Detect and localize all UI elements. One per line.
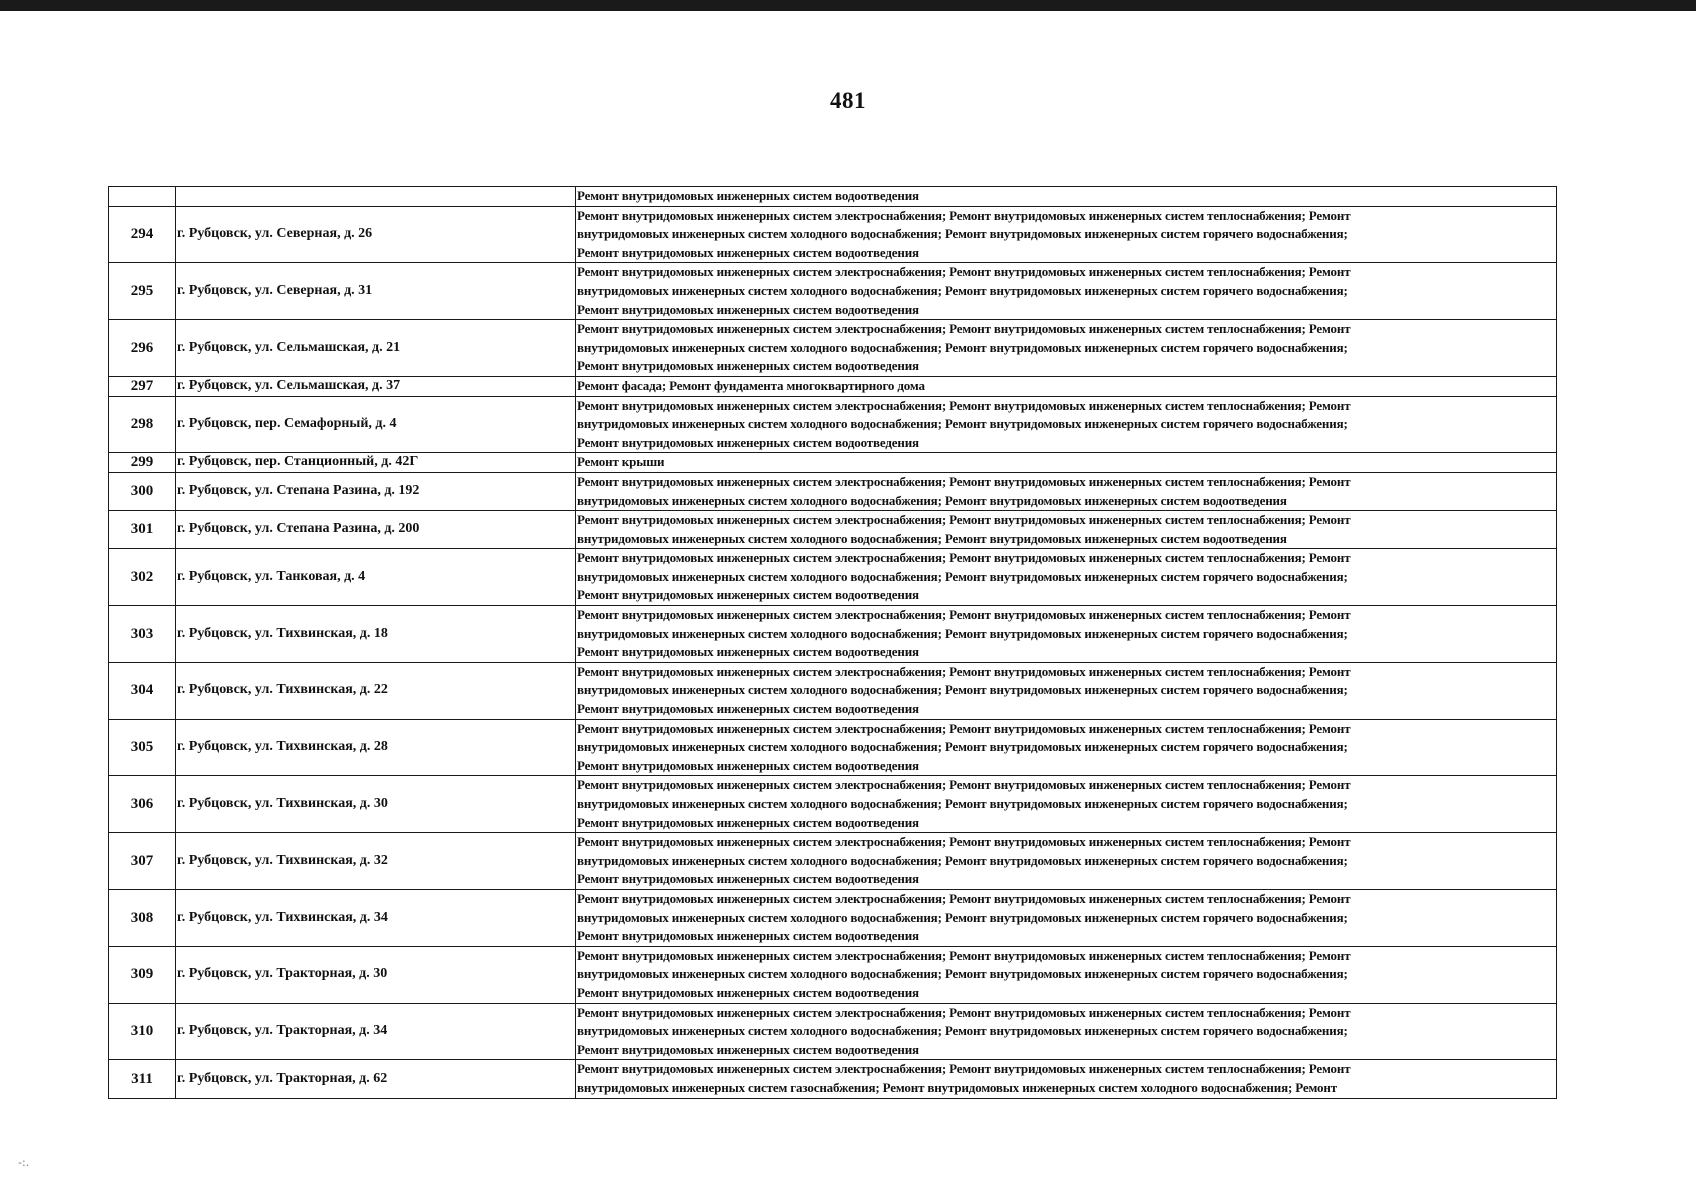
repair-works-line: Ремонт внутридомовых инженерных систем электроснабжения; Ремонт внутридомовых инженерных систем теплоснабжения; Ремонт — [577, 607, 1351, 623]
scan-top-border — [0, 0, 1696, 11]
house-address: г. Рубцовск, пер. Станционный, д. 42Г — [176, 453, 576, 473]
repair-works-line: Ремонт внутридомовых инженерных систем электроснабжения; Ремонт внутридомовых инженерных систем теплоснабжения; Ремонт — [577, 777, 1351, 793]
repair-works-cell — [576, 511, 1557, 549]
repair-works-cell — [576, 376, 1557, 396]
repair-works-cell — [576, 889, 1557, 946]
house-address: г. Рубцовск, ул. Северная, д. 26 — [176, 206, 576, 263]
house-address: г. Рубцовск, ул. Тихвинская, д. 18 — [176, 606, 576, 663]
table-row — [109, 376, 1557, 396]
row-number: 310 — [109, 1003, 176, 1060]
house-address: г. Рубцовск, ул. Степана Разина, д. 200 — [176, 511, 576, 549]
repair-works-line: Ремонт внутридомовых инженерных систем водоотведения — [577, 301, 919, 317]
repair-works-line: Ремонт внутридомовых инженерных систем электроснабжения; Ремонт внутридомовых инженерных систем теплоснабжения; Ремонт — [577, 264, 1351, 280]
repair-works-line: внутридомовых инженерных систем холодного водоснабжения; Ремонт внутридомовых инженерных систем горячего водоснабжения; — [577, 739, 1348, 755]
repair-works-line: внутридомовых инженерных систем холодного водоснабжения; Ремонт внутридомовых инженерных систем водоотведения — [577, 530, 1287, 546]
repair-works-cell — [576, 472, 1557, 510]
repair-works-line: Ремонт внутридомовых инженерных систем электроснабжения; Ремонт внутридомовых инженерных систем теплоснабжения; Ремонт — [577, 834, 1351, 850]
house-address: г. Рубцовск, ул. Тихвинская, д. 28 — [176, 719, 576, 776]
table-row — [109, 719, 1557, 776]
house-address: г. Рубцовск, ул. Сельмашская, д. 21 — [176, 320, 576, 377]
repair-works-line: Ремонт фасада; Ремонт фундамента многоквартирного дома — [577, 377, 925, 393]
repair-works-line: Ремонт внутридомовых инженерных систем водоотведения — [577, 188, 919, 203]
repair-works-line: Ремонт внутридомовых инженерных систем электроснабжения; Ремонт внутридомовых инженерных систем теплоснабжения; Ремонт — [577, 512, 1351, 528]
repair-works-line: Ремонт внутридомовых инженерных систем водоотведения — [577, 244, 919, 260]
row-number: 307 — [109, 833, 176, 890]
table-row — [109, 662, 1557, 719]
row-number: 301 — [109, 511, 176, 549]
repair-works-cell — [576, 206, 1557, 263]
table-row — [109, 549, 1557, 606]
repair-works-line: внутридомовых инженерных систем холодного водоснабжения; Ремонт внутридомовых инженерных систем горячего водоснабжения; — [577, 796, 1348, 811]
table-row — [109, 776, 1557, 833]
repair-works-cell — [576, 946, 1557, 1003]
repair-works-line: Ремонт внутридомовых инженерных систем электроснабжения; Ремонт внутридомовых инженерных систем теплоснабжения; Ремонт — [577, 473, 1351, 489]
repair-works-cell — [576, 1060, 1557, 1098]
repair-works-cell — [576, 1003, 1557, 1060]
repair-works-line: внутридомовых инженерных систем холодного водоснабжения; Ремонт внутридомовых инженерных систем горячего водоснабжения; — [577, 416, 1348, 432]
row-number: 298 — [109, 396, 176, 453]
house-address — [176, 187, 576, 207]
repair-works-line: внутридомовых инженерных систем холодного водоснабжения; Ремонт внутридомовых инженерных систем горячего водоснабжения; — [577, 339, 1348, 355]
table-row — [109, 606, 1557, 663]
repair-works-line: Ремонт внутридомовых инженерных систем водоотведения — [577, 434, 919, 450]
repair-works-cell — [576, 187, 1557, 207]
table-row — [109, 320, 1557, 377]
table-row — [109, 889, 1557, 946]
row-number: 297 — [109, 376, 176, 396]
table-row — [109, 511, 1557, 549]
row-number: 309 — [109, 946, 176, 1003]
repair-works-line: внутридомовых инженерных систем холодного водоснабжения; Ремонт внутридомовых инженерных систем горячего водоснабжения; — [577, 909, 1348, 925]
repair-works-cell — [576, 396, 1557, 453]
repair-works-cell — [576, 662, 1557, 719]
repair-works-cell — [576, 263, 1557, 320]
table-row — [109, 1003, 1557, 1060]
repair-works-line: Ремонт внутридомовых инженерных систем водоотведения — [577, 701, 919, 717]
table-row — [109, 187, 1557, 207]
table-row — [109, 396, 1557, 453]
repair-works-cell — [576, 549, 1557, 606]
repair-works-line: внутридомовых инженерных систем холодного водоснабжения; Ремонт внутридомовых инженерных систем горячего водоснабжения; — [577, 852, 1348, 868]
repair-works-line: Ремонт внутридомовых инженерных систем водоотведения — [577, 358, 919, 374]
row-number: 304 — [109, 662, 176, 719]
house-address: г. Рубцовск, пер. Семафорный, д. 4 — [176, 396, 576, 453]
table-row — [109, 453, 1557, 473]
repair-works-line: Ремонт внутридомовых инженерных систем водоотведения — [577, 587, 919, 603]
house-address: г. Рубцовск, ул. Тихвинская, д. 30 — [176, 776, 576, 833]
repair-works-cell — [576, 453, 1557, 473]
row-number: 295 — [109, 263, 176, 320]
repair-works-line: Ремонт внутридомовых инженерных систем водоотведения — [577, 871, 919, 887]
repair-works-line: внутридомовых инженерных систем холодного водоснабжения; Ремонт внутридомовых инженерных систем водоотведения — [577, 492, 1287, 508]
repair-works-line: Ремонт внутридомовых инженерных систем водоотведения — [577, 984, 919, 1000]
repair-works-line: Ремонт внутридомовых инженерных систем водоотведения — [577, 757, 919, 773]
repair-works-cell — [576, 833, 1557, 890]
repair-works-line: Ремонт внутридомовых инженерных систем водоотведения — [577, 928, 919, 944]
house-address: г. Рубцовск, ул. Тракторная, д. 62 — [176, 1060, 576, 1098]
repair-works-line: Ремонт внутридомовых инженерных систем электроснабжения; Ремонт внутридомовых инженерных систем теплоснабжения; Ремонт — [577, 1004, 1351, 1020]
house-address: г. Рубцовск, ул. Тракторная, д. 34 — [176, 1003, 576, 1060]
repair-works-cell — [576, 719, 1557, 776]
row-number: 308 — [109, 889, 176, 946]
repair-works-line: Ремонт внутридомовых инженерных систем электроснабжения; Ремонт внутридомовых инженерных систем теплоснабжения; Ремонт — [577, 321, 1351, 337]
house-address: г. Рубцовск, ул. Тихвинская, д. 32 — [176, 833, 576, 890]
repair-works-line: Ремонт внутридомовых инженерных систем электроснабжения; Ремонт внутридомовых инженерных систем теплоснабжения; Ремонт — [577, 947, 1351, 963]
row-number: 299 — [109, 453, 176, 473]
row-number: 296 — [109, 320, 176, 377]
registry-table-body — [109, 187, 1557, 1099]
repair-works-cell — [576, 320, 1557, 377]
repair-works-line: Ремонт внутридомовых инженерных систем водоотведения — [577, 814, 919, 830]
repair-works-line: Ремонт внутридомовых инженерных систем электроснабжения; Ремонт внутридомовых инженерных систем теплоснабжения; Ремонт — [577, 550, 1351, 566]
repair-works-line: Ремонт внутридомовых инженерных систем водоотведения — [577, 644, 919, 660]
repair-works-line: Ремонт внутридомовых инженерных систем электроснабжения; Ремонт внутридомовых инженерных систем теплоснабжения; Ремонт — [577, 720, 1351, 736]
house-address: г. Рубцовск, ул. Тракторная, д. 30 — [176, 946, 576, 1003]
repair-works-line: Ремонт внутридомовых инженерных систем электроснабжения; Ремонт внутридомовых инженерных систем теплоснабжения; Ремонт — [577, 1061, 1351, 1077]
row-number: 306 — [109, 776, 176, 833]
repair-works-line: внутридомовых инженерных систем холодного водоснабжения; Ремонт внутридомовых инженерных систем горячего водоснабжения; — [577, 625, 1348, 641]
row-number — [109, 187, 176, 207]
page-number: 481 — [830, 88, 866, 113]
repair-works-line: внутридомовых инженерных систем холодного водоснабжения; Ремонт внутридомовых инженерных систем горячего водоснабжения; — [577, 568, 1348, 584]
house-address: г. Рубцовск, ул. Сельмашская, д. 37 — [176, 376, 576, 396]
row-number: 294 — [109, 206, 176, 263]
row-number: 311 — [109, 1060, 176, 1098]
repair-works-line: внутридомовых инженерных систем газоснабжения; Ремонт внутридомовых инженерных систем холодного водоснабжения; Ремонт — [577, 1079, 1337, 1095]
table-row — [109, 1060, 1557, 1098]
house-address: г. Рубцовск, ул. Степана Разина, д. 192 — [176, 472, 576, 510]
table-row — [109, 263, 1557, 320]
repair-works-line: внутридомовых инженерных систем холодного водоснабжения; Ремонт внутридомовых инженерных систем горячего водоснабжения; — [577, 226, 1348, 242]
house-address: г. Рубцовск, ул. Тихвинская, д. 22 — [176, 662, 576, 719]
repair-works-line: Ремонт внутридомовых инженерных систем электроснабжения; Ремонт внутридомовых инженерных систем теплоснабжения; Ремонт — [577, 663, 1351, 679]
repair-works-line: Ремонт внутридомовых инженерных систем водоотведения — [577, 1041, 919, 1057]
repair-works-cell — [576, 606, 1557, 663]
scan-artifact-mark: -:. — [18, 1156, 30, 1169]
row-number: 303 — [109, 606, 176, 663]
repair-works-line: внутридомовых инженерных систем холодного водоснабжения; Ремонт внутридомовых инженерных систем горячего водоснабжения; — [577, 966, 1348, 982]
repair-works-line: внутридомовых инженерных систем холодного водоснабжения; Ремонт внутридомовых инженерных систем горячего водоснабжения; — [577, 1023, 1348, 1039]
repair-registry-table — [108, 186, 1557, 1099]
row-number: 305 — [109, 719, 176, 776]
repair-works-line: внутридомовых инженерных систем холодного водоснабжения; Ремонт внутридомовых инженерных систем горячего водоснабжения; — [577, 282, 1348, 298]
table-row — [109, 833, 1557, 890]
repair-works-line: Ремонт внутридомовых инженерных систем электроснабжения; Ремонт внутридомовых инженерных систем теплоснабжения; Ремонт — [577, 397, 1351, 413]
house-address: г. Рубцовск, ул. Северная, д. 31 — [176, 263, 576, 320]
repair-works-cell — [576, 776, 1557, 833]
repair-works-line: Ремонт внутридомовых инженерных систем электроснабжения; Ремонт внутридомовых инженерных систем теплоснабжения; Ремонт — [577, 207, 1351, 223]
table-row — [109, 206, 1557, 263]
row-number: 300 — [109, 472, 176, 510]
repair-works-line: Ремонт крыши — [577, 454, 665, 470]
house-address: г. Рубцовск, ул. Тихвинская, д. 34 — [176, 889, 576, 946]
table-row — [109, 946, 1557, 1003]
table-row — [109, 472, 1557, 510]
house-address: г. Рубцовск, ул. Танковая, д. 4 — [176, 549, 576, 606]
repair-works-line: Ремонт внутридомовых инженерных систем электроснабжения; Ремонт внутридомовых инженерных систем теплоснабжения; Ремонт — [577, 890, 1351, 906]
row-number: 302 — [109, 549, 176, 606]
repair-works-line: внутридомовых инженерных систем холодного водоснабжения; Ремонт внутридомовых инженерных систем горячего водоснабжения; — [577, 682, 1348, 698]
